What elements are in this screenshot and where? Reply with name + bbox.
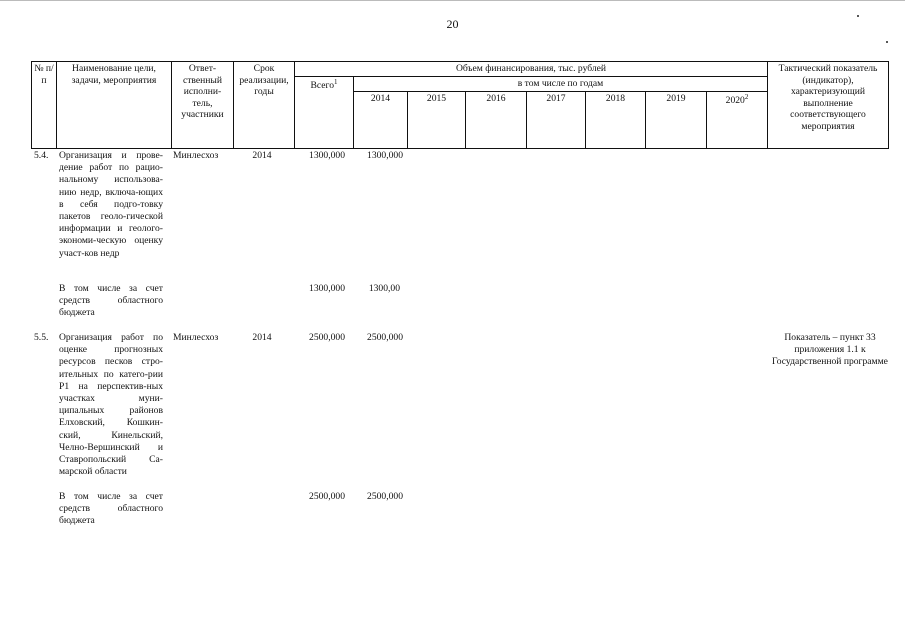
page-number: 20 [446, 17, 459, 31]
row-term: 2014 [252, 150, 272, 161]
header-year: 2020$^2$ [707, 91, 768, 148]
row-responsible: Минлесхоз [173, 332, 219, 343]
scan-speck [886, 41, 888, 43]
header-by-years: в том числе по годам [354, 76, 768, 91]
row-2014: 2500,000 [367, 491, 403, 502]
row-number: 5.5. [34, 332, 49, 343]
header-term: Срок реализации, годы [234, 62, 295, 149]
scan-speck [857, 15, 859, 17]
row-name: Организация и прове-дение работ по рацио-нальному использова-нию недр, включа-ющих в себя подго-товку пакетов геоло-гической информации и геолого-экономи-ческую оценку участ-ков недр [59, 150, 163, 259]
row-total: 2500,000 [309, 332, 345, 343]
row-name: В том числе за счет средств областного бюджета [59, 491, 163, 527]
row-2014: 1300,00 [368, 283, 400, 294]
top-edge-line [0, 0, 905, 1]
row-responsible: Минлесхоз [173, 150, 219, 161]
header-year: 2018 [586, 91, 646, 148]
header-year: 2019 [646, 91, 707, 148]
header-indicator: Тактический показатель (индикатор), характеризующий выполнение соответствующего мероприятия [768, 62, 889, 149]
header-year: 2016 [466, 91, 527, 148]
row-term: 2014 [252, 332, 272, 343]
header-year: 2017 [527, 91, 586, 148]
row-total: 1300,000 [309, 150, 345, 161]
header-num: № п/п [32, 62, 57, 149]
header-year: 2015 [408, 91, 466, 148]
row-2014: 1300,000 [367, 150, 403, 161]
header-responsible: Ответ-ственный исполни-тель, участники [172, 62, 234, 149]
row-total: 2500,000 [309, 491, 345, 502]
row-name: Организация работ по оценке прогнозных ресурсов песков стро-ительных по катего-рии P1 на перспектив-ных участках муни-ципальных районов Елховский, Кошкин-ский, Кинельский, Челно-Вершинский и Ставропольский Са-марской области [59, 332, 163, 478]
table-header [31, 61, 889, 149]
row-number: 5.4. [34, 150, 49, 161]
row-name: В том числе за счет средств областного бюджета [59, 283, 163, 319]
header-total: Всего$^1$ [295, 76, 354, 148]
row-total: 1300,000 [309, 283, 345, 294]
row-2014: 2500,000 [367, 332, 403, 343]
header-name: Наименование цели, задачи, мероприятия [57, 62, 172, 149]
header-year: 2014 [354, 91, 408, 148]
row-indicator: Показатель – пункт 33 приложения 1.1 к Государственной программе [772, 332, 888, 368]
header-funding: Объем финансирования, тыс. рублей [295, 62, 768, 77]
